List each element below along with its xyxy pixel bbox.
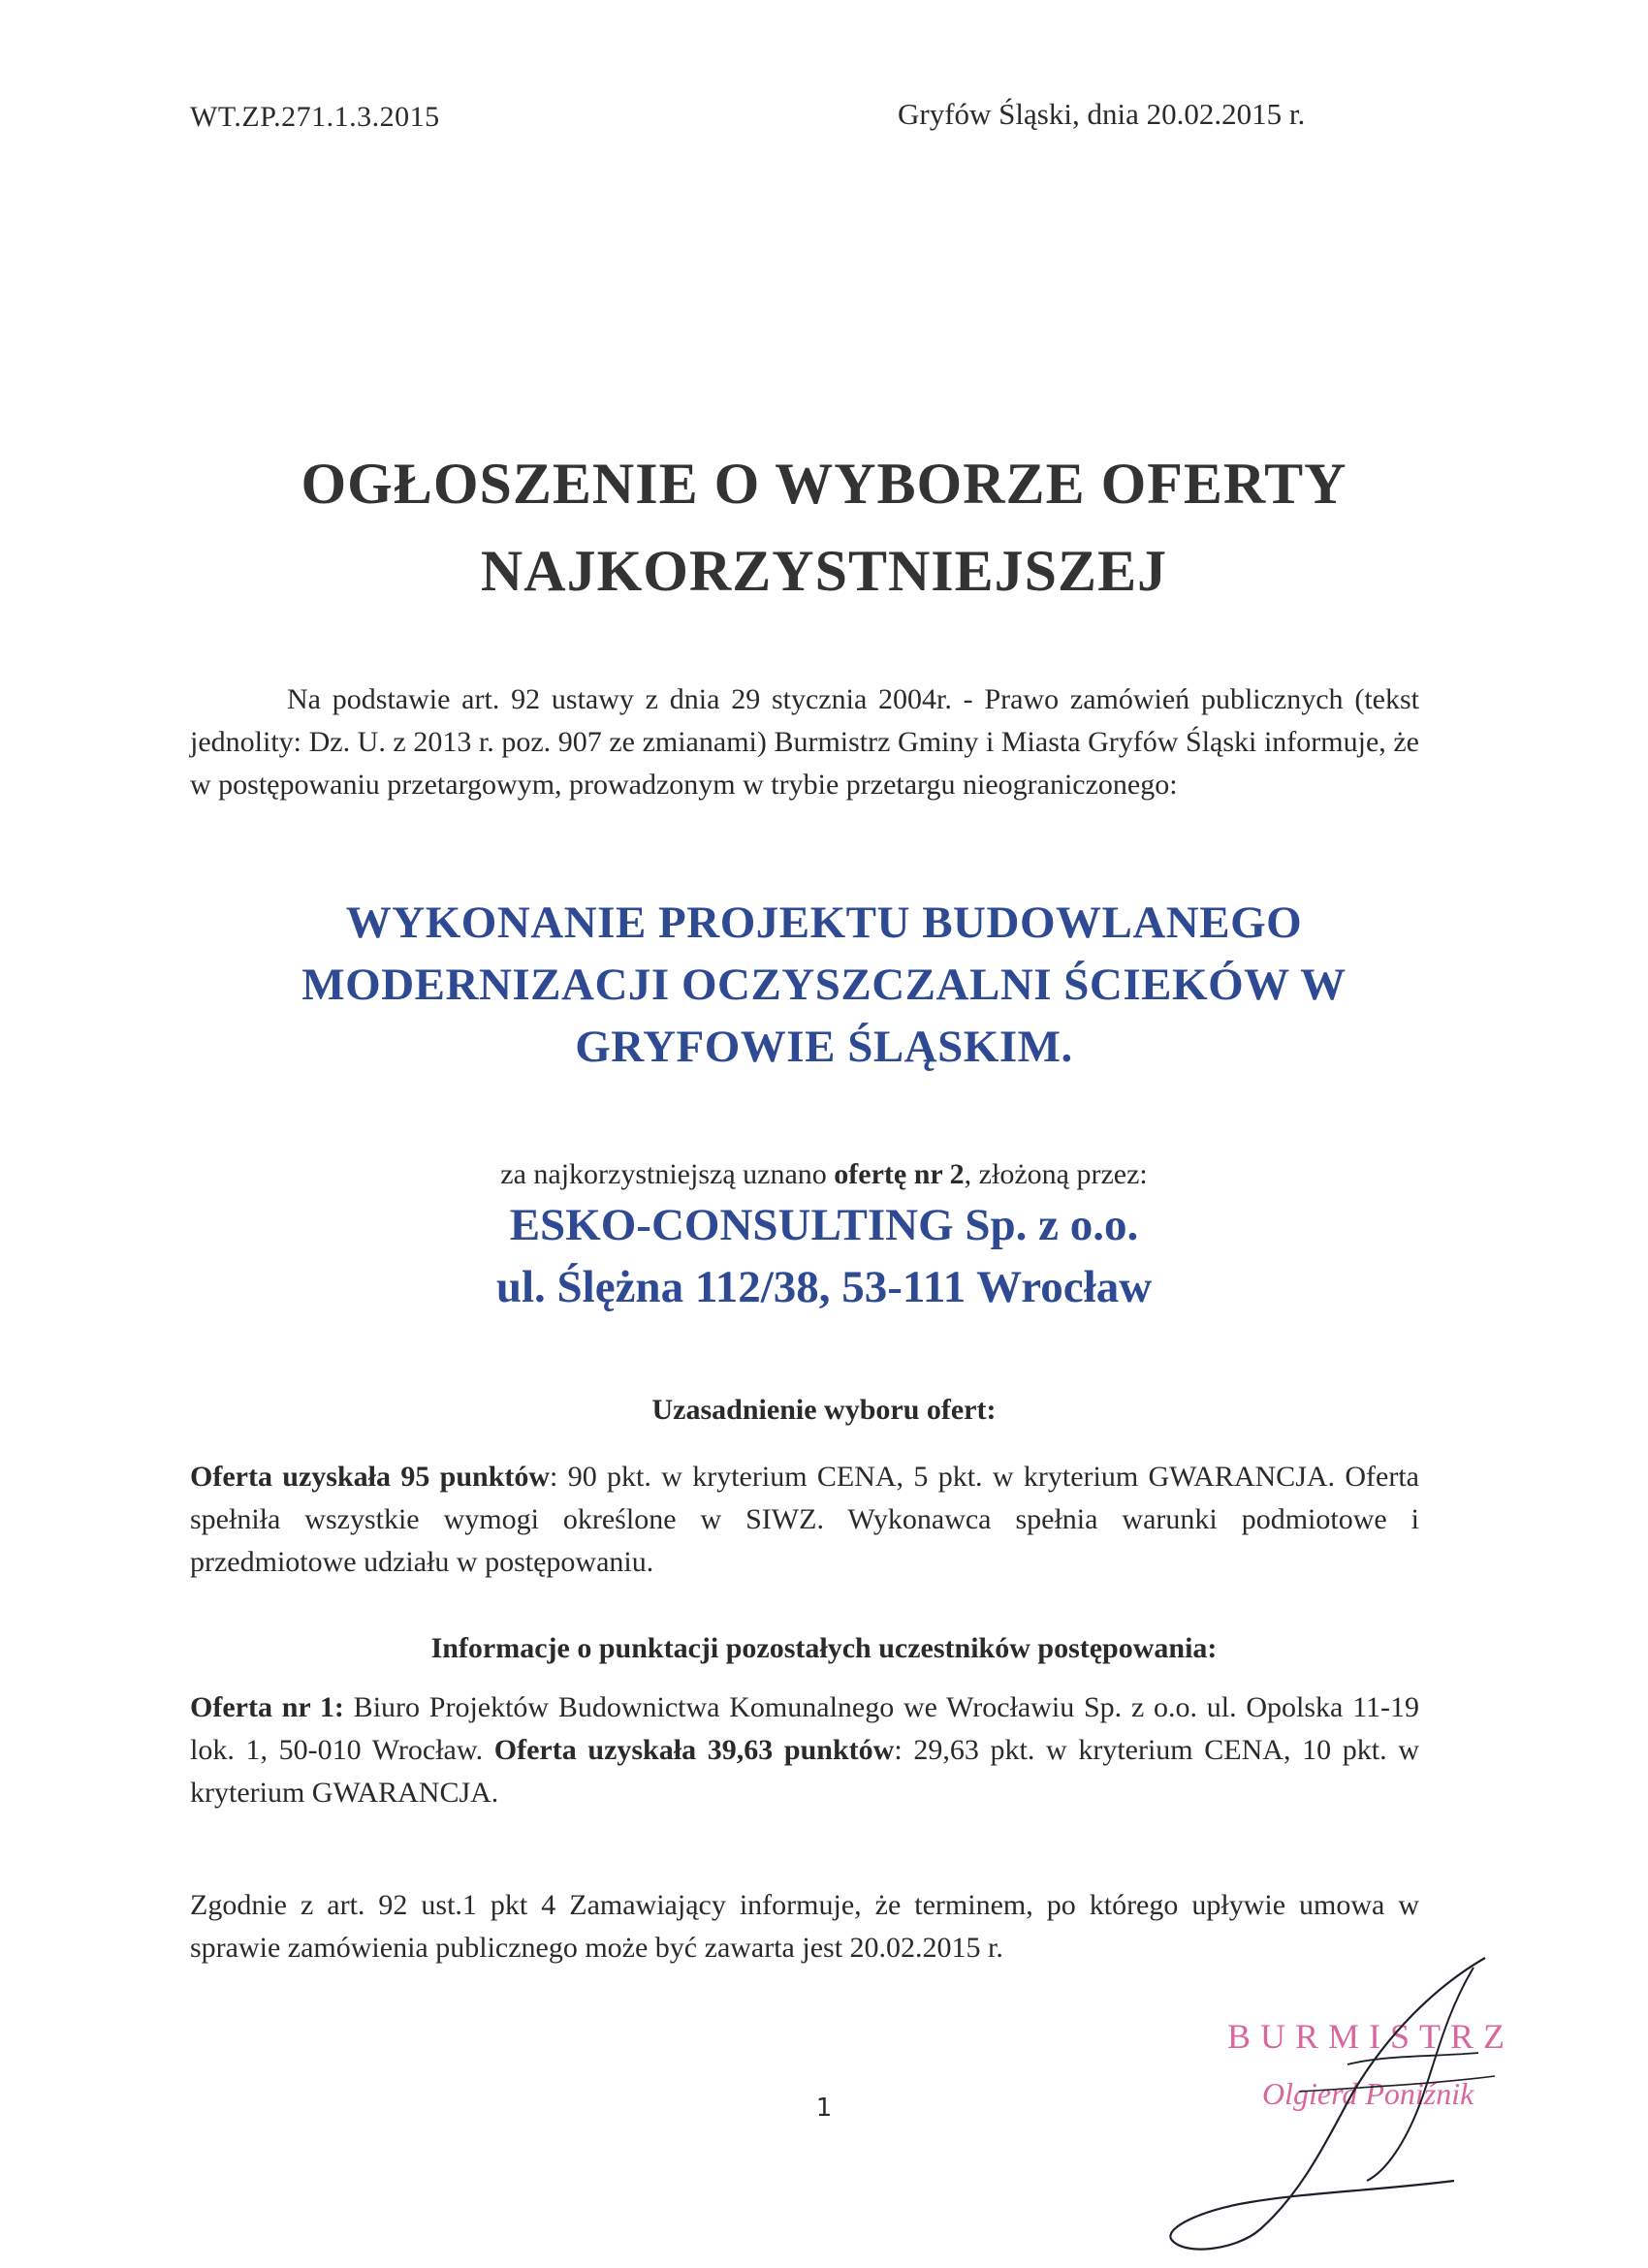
offer-1-details: : 29,63 pkt. w kryterium CENA, 10 pkt. w kryterium GWARANCJA. bbox=[190, 1734, 1419, 1809]
chosen-prefix: za najkorzystniejszą uznano bbox=[500, 1158, 835, 1190]
deadline-paragraph: Zgodnie z art. 92 ust.1 pkt 4 Zamawiający informuje, że terminem, po którego upływie umowa w sprawie zamówienia publicznego może być zawarta jest 20.02.2015 r. bbox=[190, 1889, 1419, 1964]
winning-firm-address: ul. Ślężna 112/38, 53-111 Wrocław bbox=[495, 1262, 1153, 1312]
justification-paragraph bbox=[190, 1456, 1419, 1584]
other-participants-heading: Informacje o punktacji pozostałych uczestników postępowania: bbox=[430, 1632, 1218, 1664]
chosen-offer-number: ofertę nr 2 bbox=[834, 1158, 965, 1190]
chosen-suffix: , złożoną przez: bbox=[964, 1158, 1148, 1190]
subject-block bbox=[145, 892, 1503, 1078]
document-title-line-1: OGŁOSZENIE O WYBORZE OFERTY bbox=[301, 452, 1347, 516]
intro-paragraph: Na podstawie art. 92 ustawy z dnia 29 stycznia 2004r. - Prawo zamówień publicznych (tekst jednolity: Dz. U. z 2013 r. poz. 907 ze zmianami) Burmistrz Gminy i Miasta Gryfów Śląski informuje, że w postępowaniu przetargowym, prowadzonym w trybie przetargu nieograniczonego: bbox=[190, 683, 1419, 801]
justification-text: : 90 pkt. w kryterium CENA, 5 pkt. w kryterium GWARANCJA. Oferta spełniła wszystkie wymogi określone w SIWZ. Wykonawca spełnia warunki podmiotowe i przedmiotowe udziału w postępowaniu. bbox=[190, 1461, 1419, 1578]
signature bbox=[1144, 1948, 1515, 2258]
chosen-offer-line bbox=[145, 1158, 1503, 1191]
stamp-title: BURMISTRZ bbox=[1227, 2017, 1515, 2056]
offer-1-bidder: Biuro Projektów Budownictwa Komunalnego we Wrocławiu Sp. z o.o. ul. Opolska 11-19 lok. 1, 50-010 Wrocław. bbox=[190, 1691, 1419, 1766]
winning-firm-name: ESKO-CONSULTING Sp. z o.o. bbox=[509, 1200, 1139, 1250]
offer-1-label: Oferta nr 1: bbox=[190, 1691, 344, 1723]
subject-line-2: MODERNIZACJI OCZYSZCZALNI ŚCIEKÓW W bbox=[301, 960, 1347, 1010]
place-date: Gryfów Śląski, dnia 20.02.2015 r. bbox=[898, 97, 1306, 131]
offer-1-paragraph bbox=[190, 1686, 1419, 1814]
justification-score: Oferta uzyskała 95 punktów bbox=[190, 1461, 551, 1493]
document-title-line-2: NAJKORZYSTNIEJSZEJ bbox=[480, 539, 1168, 603]
stamp-name: Olgierd Poniźnik bbox=[1262, 2076, 1474, 2111]
justification-heading: Uzasadnienie wyboru ofert: bbox=[651, 1394, 997, 1426]
subject-line-3: GRYFOWIE ŚLĄSKIM. bbox=[575, 1022, 1073, 1072]
reference-number: WT.ZP.271.1.3.2015 bbox=[190, 101, 440, 133]
subject-line-1: WYKONANIE PROJEKTU BUDOWLANEGO bbox=[345, 898, 1303, 948]
winning-firm-block bbox=[145, 1194, 1503, 1318]
offer-1-score: Oferta uzyskała 39,63 punktów bbox=[493, 1734, 895, 1766]
page-number: 1 bbox=[815, 2094, 833, 2123]
